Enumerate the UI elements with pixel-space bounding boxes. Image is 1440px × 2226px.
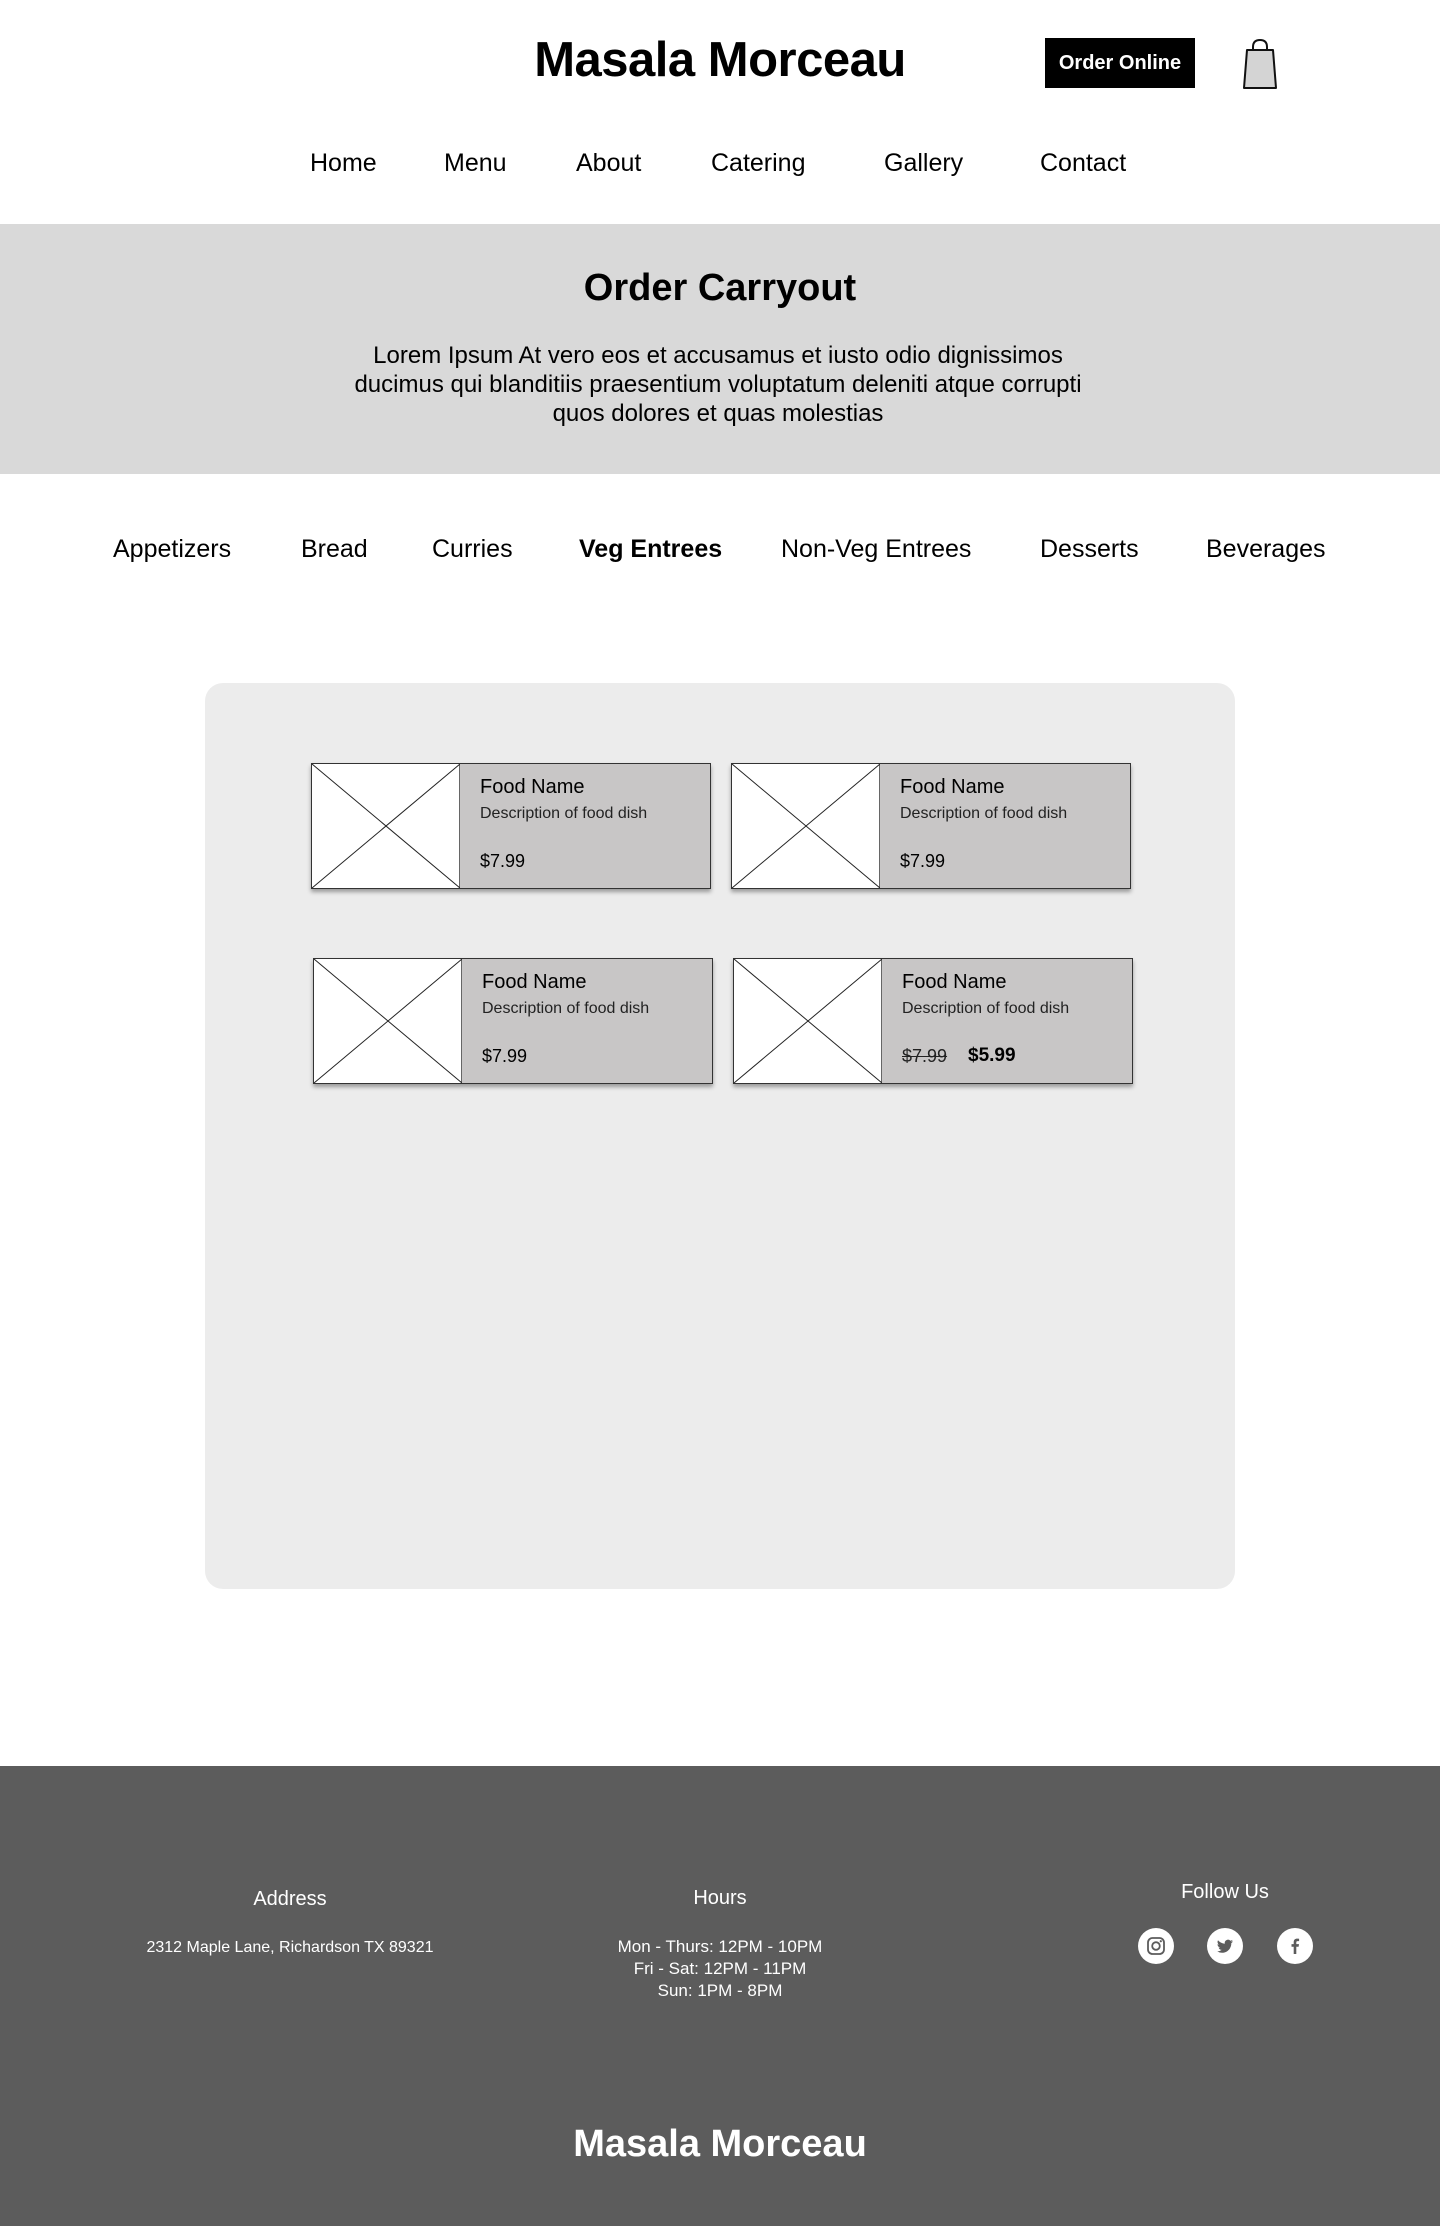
tab-appetizers[interactable]: Appetizers	[113, 535, 232, 563]
instagram-icon[interactable]	[1138, 1928, 1174, 1964]
food-image-placeholder	[314, 959, 462, 1083]
page-title: Order Carryout	[583, 267, 857, 309]
tab-beverages[interactable]: Beverages	[1206, 535, 1326, 563]
food-image-placeholder	[732, 764, 880, 888]
original-price: $7.99	[902, 1046, 948, 1066]
food-description: Description of food dish	[900, 805, 1068, 822]
hours-line: Mon - Thurs: 12PM - 10PM	[617, 1937, 823, 1956]
main-nav	[0, 146, 1440, 180]
facebook-icon[interactable]	[1277, 1928, 1313, 1964]
footer-brand: Masala Morceau	[573, 2123, 867, 2165]
hero-line: ducimus qui blanditiis praesentium voluptatum deleniti atque corrupti	[354, 371, 1082, 398]
food-name: Food Name	[902, 971, 1007, 993]
nav-item-contact[interactable]: Contact	[1040, 149, 1127, 177]
tab-desserts[interactable]: Desserts	[1040, 535, 1139, 563]
food-description: Description of food dish	[482, 1000, 650, 1017]
site-title: Masala Morceau	[534, 33, 906, 87]
food-name: Food Name	[482, 971, 587, 993]
nav-item-catering[interactable]: Catering	[711, 149, 806, 177]
hero-line: Lorem Ipsum At vero eos et accusamus et iusto odio dignissimos	[373, 342, 1063, 369]
menu-item-card[interactable]	[733, 958, 1133, 1084]
nav-item-about[interactable]: About	[576, 149, 642, 177]
twitter-icon[interactable]	[1207, 1928, 1243, 1964]
address-heading: Address	[253, 1888, 327, 1910]
hours-line: Fri - Sat: 12PM - 11PM	[633, 1959, 807, 1978]
menu-item-card[interactable]	[731, 763, 1131, 889]
food-name: Food Name	[900, 776, 1005, 798]
food-price: $7.99	[900, 851, 946, 871]
follow-heading: Follow Us	[1181, 1881, 1269, 1903]
tab-bread[interactable]: Bread	[301, 535, 368, 563]
sale-price: $5.99	[968, 1045, 1016, 1066]
hero-line: quos dolores et quas molestias	[552, 400, 884, 427]
site-footer	[0, 1766, 1440, 2226]
nav-item-gallery[interactable]: Gallery	[884, 149, 964, 177]
hours-heading: Hours	[693, 1887, 747, 1909]
tab-curries[interactable]: Curries	[432, 535, 513, 563]
food-price: $7.99	[482, 1046, 528, 1066]
hours-line: Sun: 1PM - 8PM	[657, 1981, 783, 2000]
address-text: 2312 Maple Lane, Richardson TX 89321	[146, 1939, 434, 1956]
food-image-placeholder	[734, 959, 882, 1083]
menu-item-card[interactable]	[311, 763, 711, 889]
menu-item-card[interactable]	[313, 958, 713, 1084]
category-tabs	[0, 532, 1440, 566]
food-price: $7.99	[480, 851, 526, 871]
food-name: Food Name	[480, 776, 585, 798]
tab-non-veg-entrees[interactable]: Non-Veg Entrees	[781, 535, 972, 563]
food-description: Description of food dish	[902, 1000, 1070, 1017]
order-online-button[interactable]: Order Online	[1045, 38, 1195, 88]
hours-text	[560, 1936, 880, 2002]
hero-banner	[0, 224, 1440, 474]
shopping-bag-icon[interactable]	[1240, 36, 1280, 92]
nav-item-menu[interactable]: Menu	[444, 149, 507, 177]
tab-veg-entrees[interactable]: Veg Entrees	[579, 535, 723, 563]
food-description: Description of food dish	[480, 805, 648, 822]
nav-item-home[interactable]: Home	[310, 149, 377, 177]
food-image-placeholder	[312, 764, 460, 888]
hero-description	[310, 341, 1126, 428]
menu-panel	[205, 683, 1235, 1589]
